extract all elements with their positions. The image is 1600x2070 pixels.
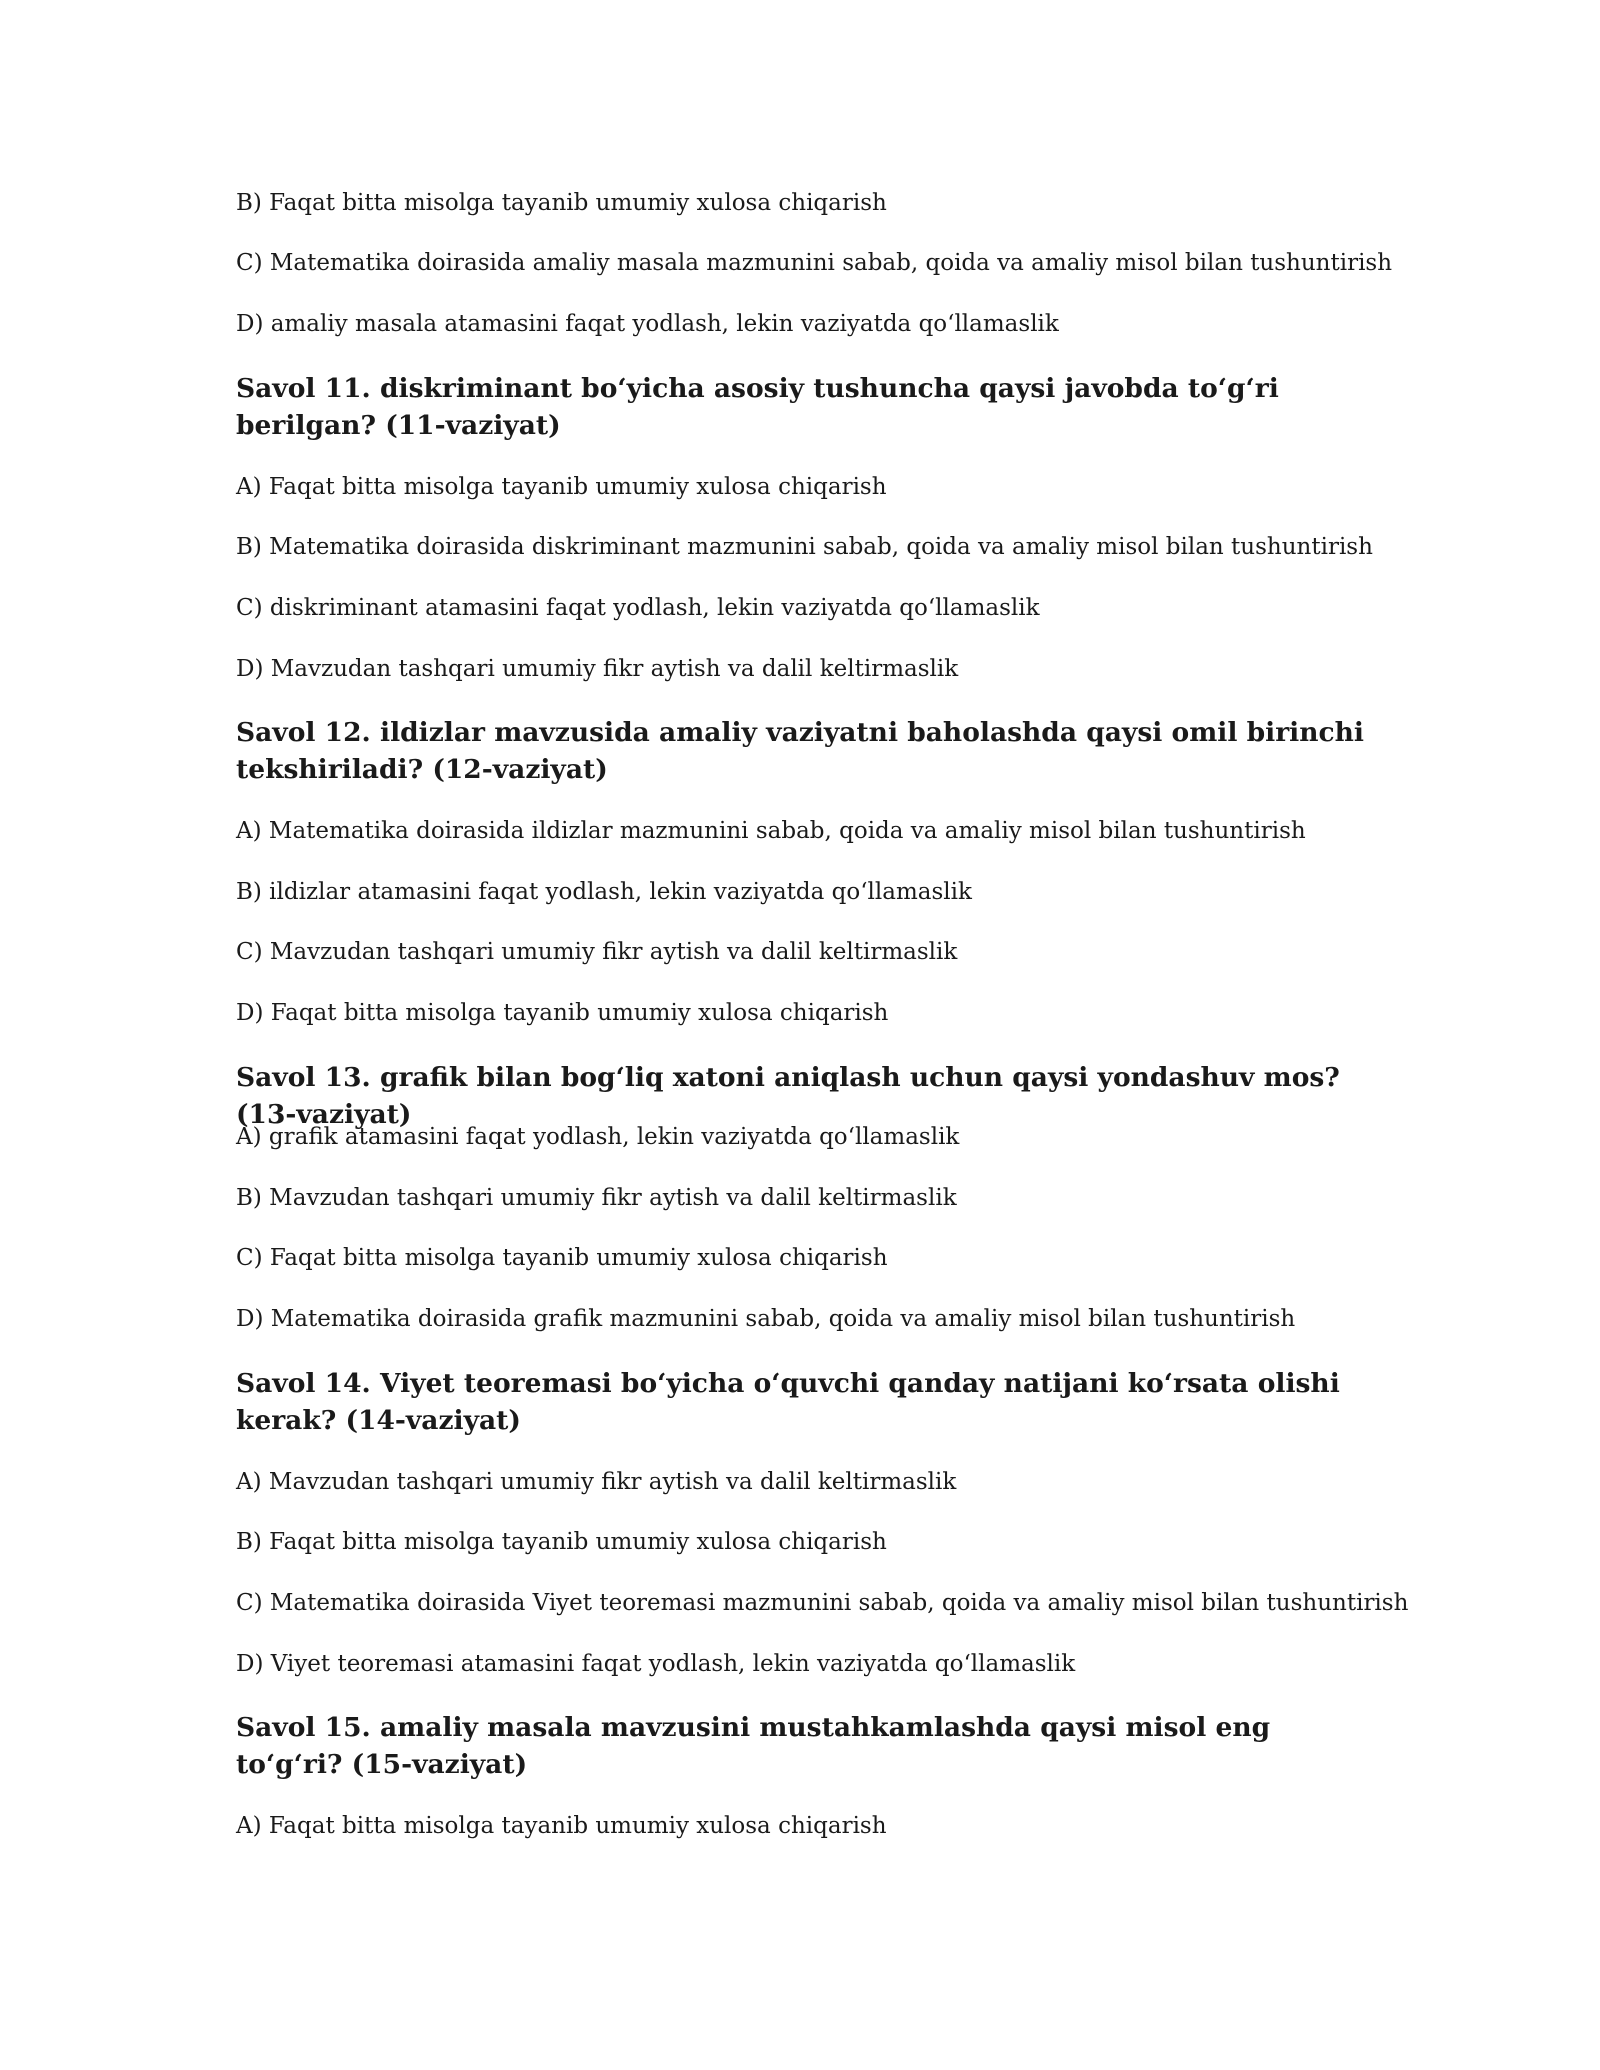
question-11-option-d: D) Mavzudan tashqari umumiy fikr aytish va dalil keltirmaslik — [236, 656, 959, 682]
question-13-option-b: B) Mavzudan tashqari umumiy fikr aytish va dalil keltirmaslik — [236, 1185, 957, 1211]
question-13-option-d: D) Matematika doirasida grafik mazmunini sabab, qoida va amaliy misol bilan tushuntirish — [236, 1306, 1296, 1332]
question-11-option-b: B) Matematika doirasida diskriminant mazmunini sabab, qoida va amaliy misol bilan tushuntirish — [236, 534, 1373, 560]
question-12-option-d: D) Faqat bitta misolga tayanib umumiy xulosa chiqarish — [236, 1000, 889, 1026]
question-12-option-a: A) Matematika doirasida ildizlar mazmunini sabab, qoida va amaliy misol bilan tushuntirish — [236, 818, 1306, 844]
question-12-heading: Savol 12. ildizlar mavzusida amaliy vaziyatni baholashda qaysi omil birinchi tekshiriladi? (12-vaziyat) — [236, 717, 1364, 785]
question-14-option-a: A) Mavzudan tashqari umumiy fikr aytish va dalil keltirmaslik — [236, 1469, 957, 1495]
question-11-option-c: C) diskriminant atamasini faqat yodlash, lekin vaziyatda qo‘llamaslik — [236, 595, 1040, 621]
option-d: D) amaliy masala atamasini faqat yodlash, lekin vaziyatda qo‘llamaslik — [236, 311, 1059, 337]
question-15-option-a: A) Faqat bitta misolga tayanib umumiy xulosa chiqarish — [236, 1813, 887, 1839]
question-14-option-d: D) Viyet teoremasi atamasini faqat yodlash, lekin vaziyatda qo‘llamaslik — [236, 1651, 1076, 1677]
question-12-option-c: C) Mavzudan tashqari umumiy fikr aytish va dalil keltirmaslik — [236, 939, 958, 965]
option-b: B) Faqat bitta misolga tayanib umumiy xulosa chiqarish — [236, 190, 887, 216]
question-12-option-b: B) ildizlar atamasini faqat yodlash, lekin vaziyatda qo‘llamaslik — [236, 879, 972, 905]
question-14-option-b: B) Faqat bitta misolga tayanib umumiy xulosa chiqarish — [236, 1529, 887, 1555]
question-13-option-c: C) Faqat bitta misolga tayanib umumiy xulosa chiqarish — [236, 1245, 888, 1271]
question-11-heading: Savol 11. diskriminant bo‘yicha asosiy tushuncha qaysi javobda to‘g‘ri berilgan? (11-vaziyat) — [236, 373, 1279, 441]
question-13-heading: Savol 13. grafik bilan bog‘liq xatoni aniqlash uchun qaysi yondashuv mos? (13-vaziyat) — [236, 1062, 1340, 1130]
question-13-option-a: A) grafik atamasini faqat yodlash, lekin vaziyatda qo‘llamaslik — [236, 1124, 960, 1150]
question-14-heading: Savol 14. Viyet teoremasi bo‘yicha o‘quvchi qanday natijani ko‘rsata olishi kerak? (14-vaziyat) — [236, 1368, 1340, 1436]
option-c: C) Matematika doirasida amaliy masala mazmunini sabab, qoida va amaliy misol bilan tushuntirish — [236, 250, 1393, 276]
question-15-heading: Savol 15. amaliy masala mavzusini mustahkamlashda qaysi misol eng to‘g‘ri? (15-vaziyat) — [236, 1712, 1271, 1780]
question-14-option-c: C) Matematika doirasida Viyet teoremasi mazmunini sabab, qoida va amaliy misol bilan tushuntirish — [236, 1590, 1409, 1616]
question-11-option-a: A) Faqat bitta misolga tayanib umumiy xulosa chiqarish — [236, 474, 887, 500]
